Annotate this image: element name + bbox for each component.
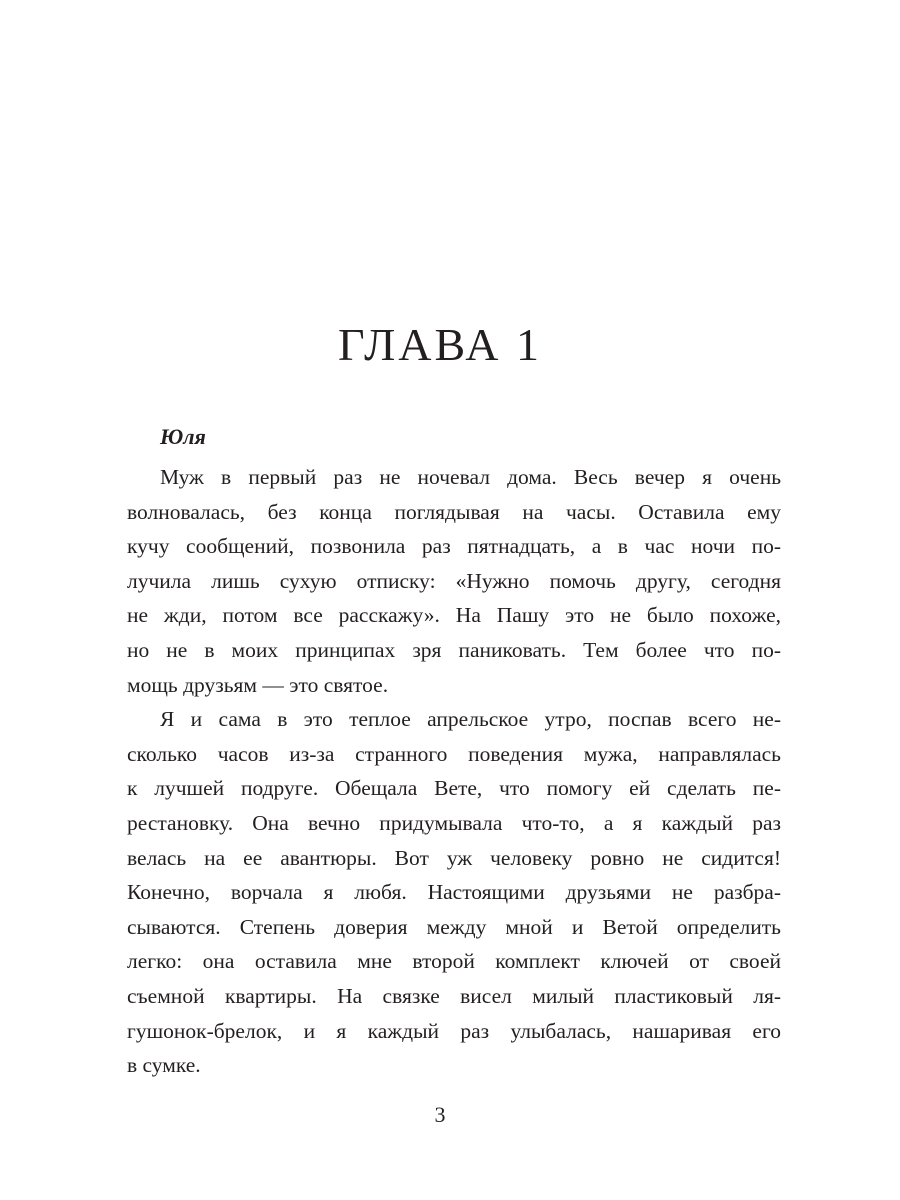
- speaker-name: Юля: [160, 424, 206, 449]
- text-line: сываются. Степень доверия между мной и Ветой определить: [127, 914, 781, 939]
- text-line: рестановку. Она вечно придумывала что-то, а я каждый раз: [127, 810, 781, 835]
- body-text: [127, 460, 781, 1083]
- text-line: легко: она оставила мне второй комплект ключей от своей: [127, 949, 781, 974]
- text-line: Я и сама в это теплое апрельское утро, поспав всего не-: [160, 707, 781, 732]
- text-line: велась на ее авантюры. Вот уж человеку ровно не сидится!: [127, 845, 781, 870]
- text-line: в сумке.: [127, 1053, 201, 1078]
- text-line: сколько часов из-за странного поведения мужа, направлялась: [127, 741, 781, 766]
- text-line: к лучшей подруге. Обещала Вете, что помогу ей сделать пе-: [127, 776, 781, 801]
- text-line: волновалась, без конца поглядывая на часы. Оставила ему: [127, 499, 781, 524]
- text-line: но не в моих принципах зря паниковать. Тем более что по-: [127, 637, 781, 662]
- chapter-title: ГЛАВА 1: [337, 319, 543, 370]
- text-line: съемной квартиры. На связке висел милый пластиковый ля-: [127, 983, 781, 1008]
- text-line: Конечно, ворчала я любя. Настоящими друзьями не разбра-: [127, 880, 781, 905]
- text-line: не жди, потом все расскажу». На Пашу это не было похоже,: [127, 603, 781, 628]
- text-line: кучу сообщений, позвонила раз пятнадцать, а в час ночи по-: [127, 534, 781, 559]
- text-line: гушонок-брелок, и я каждый раз улыбалась, нашаривая его: [127, 1018, 781, 1043]
- paragraph: [127, 702, 781, 1083]
- text-line: мощь друзьям — это святое.: [127, 672, 389, 697]
- page-number: 3: [434, 1102, 446, 1127]
- text-line: Муж в первый раз не ночевал дома. Весь вечер я очень: [160, 465, 781, 489]
- paragraph: [127, 460, 781, 702]
- text-line: лучила лишь сухую отписку: «Нужно помочь другу, сегодня: [127, 568, 781, 593]
